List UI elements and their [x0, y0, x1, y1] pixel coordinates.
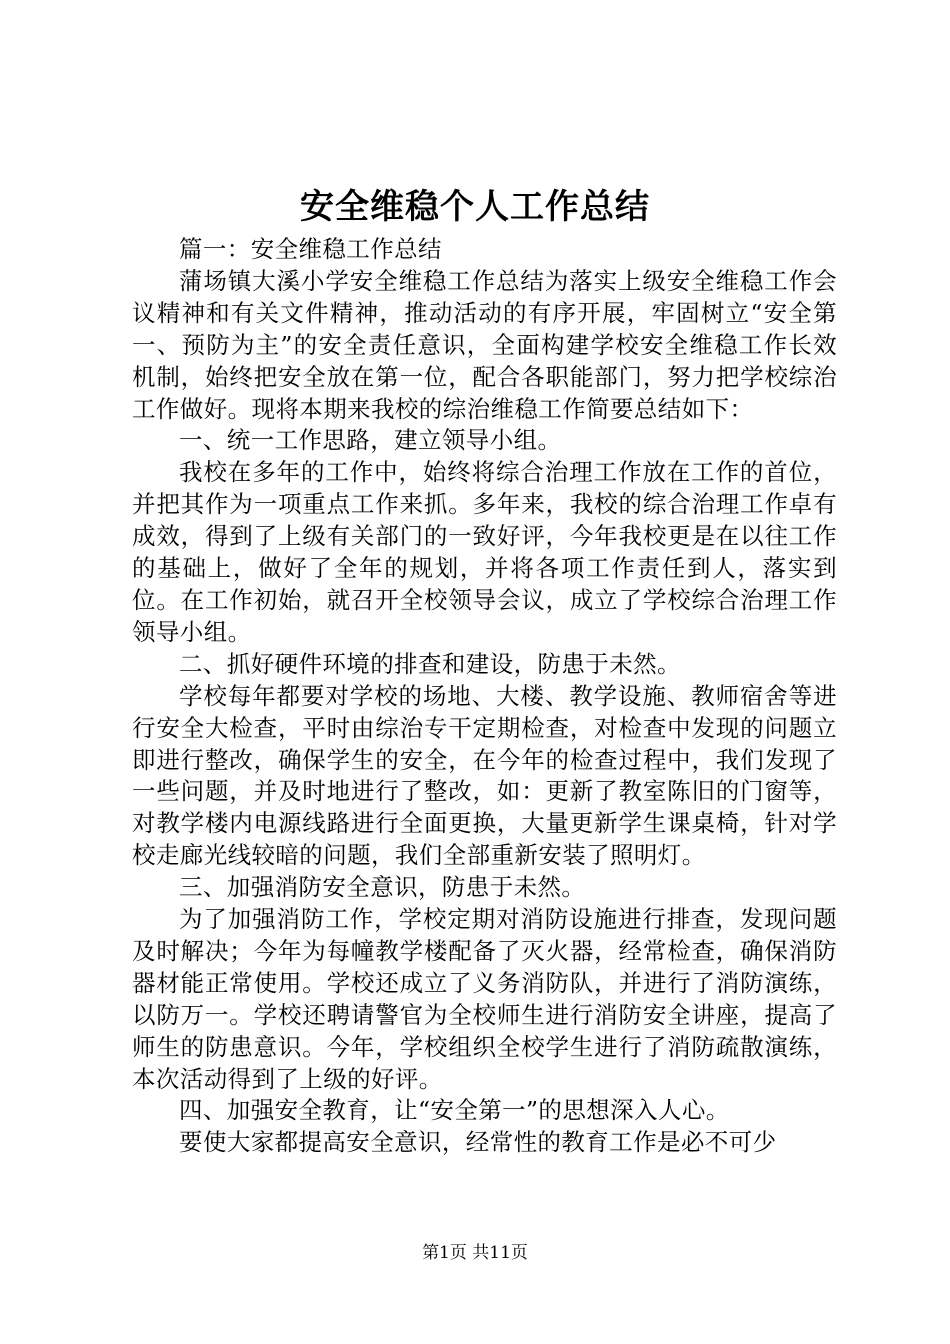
body-paragraph: 蒲场镇大溪小学安全维稳工作总结为落实上级安全维稳工作会议精神和有关文件精神，推动活动的有序开展，牢固树立“安全第一、预防为主”的安全责任意识，全面构建学校安全维稳工作长效机制，始终把安全放在第一位，配合各职能部门，努力把学校综治工作做好。现将本期来我校的综治维稳工作简要总结如下：	[132, 266, 837, 423]
section-heading: 二、抓好硬件环境的排查和建设，防患于未然。	[179, 649, 681, 678]
section-heading: 一、统一工作思路，建立领导小组。	[179, 426, 562, 455]
document-body	[132, 234, 837, 1159]
section-heading: 三、加强消防安全意识，防患于未然。	[179, 873, 586, 902]
body-paragraph: 我校在多年的工作中，始终将综合治理工作放在工作的首位，并把其作为一项重点工作来抓。多年来，我校的综合治理工作卓有成效，得到了上级有关部门的一致好评，今年我校更是在以往工作的基础上，做好了全年的规划，并将各项工作责任到人，落实到位。在工作初始，就召开全校领导会议，成立了学校综合治理工作领导小组。	[132, 458, 837, 646]
document-title: 安全维稳个人工作总结	[300, 187, 650, 227]
section-heading: 篇一：安全维稳工作总结	[179, 235, 442, 263]
body-paragraph: 为了加强消防工作，学校定期对消防设施进行排查，发现问题及时解决；今年为每幢教学楼配备了灭火器，经常检查，确保消防器材能正常使用。学校还成立了义务消防队，并进行了消防演练，以防万一。学校还聘请警官为全校师生进行消防安全讲座，提高了师生的防患意识。今年，学校组织全校学生进行了消防疏散演练，本次活动得到了上级的好评。	[132, 905, 837, 1093]
section-heading: 四、加强安全教育，让“安全第一”的思想深入人心。	[179, 1096, 730, 1125]
body-paragraph: 学校每年都要对学校的场地、大楼、教学设施、教师宿舍等进行安全大检查，平时由综治专干定期检查，对检查中发现的问题立即进行整改，确保学生的安全，在今年的检查过程中，我们发现了一些问题，并及时地进行了整改，如：更新了教室陈旧的门窗等，对教学楼内电源线路进行全面更换，大量更新学生课桌椅，针对学校走廊光线较暗的问题，我们全部重新安装了照明灯。	[132, 681, 837, 870]
page-number-footer: 第1页 共11页	[422, 1243, 528, 1263]
body-paragraph: 要使大家都提高安全意识，经常性的教育工作是必不可少	[179, 1128, 777, 1157]
